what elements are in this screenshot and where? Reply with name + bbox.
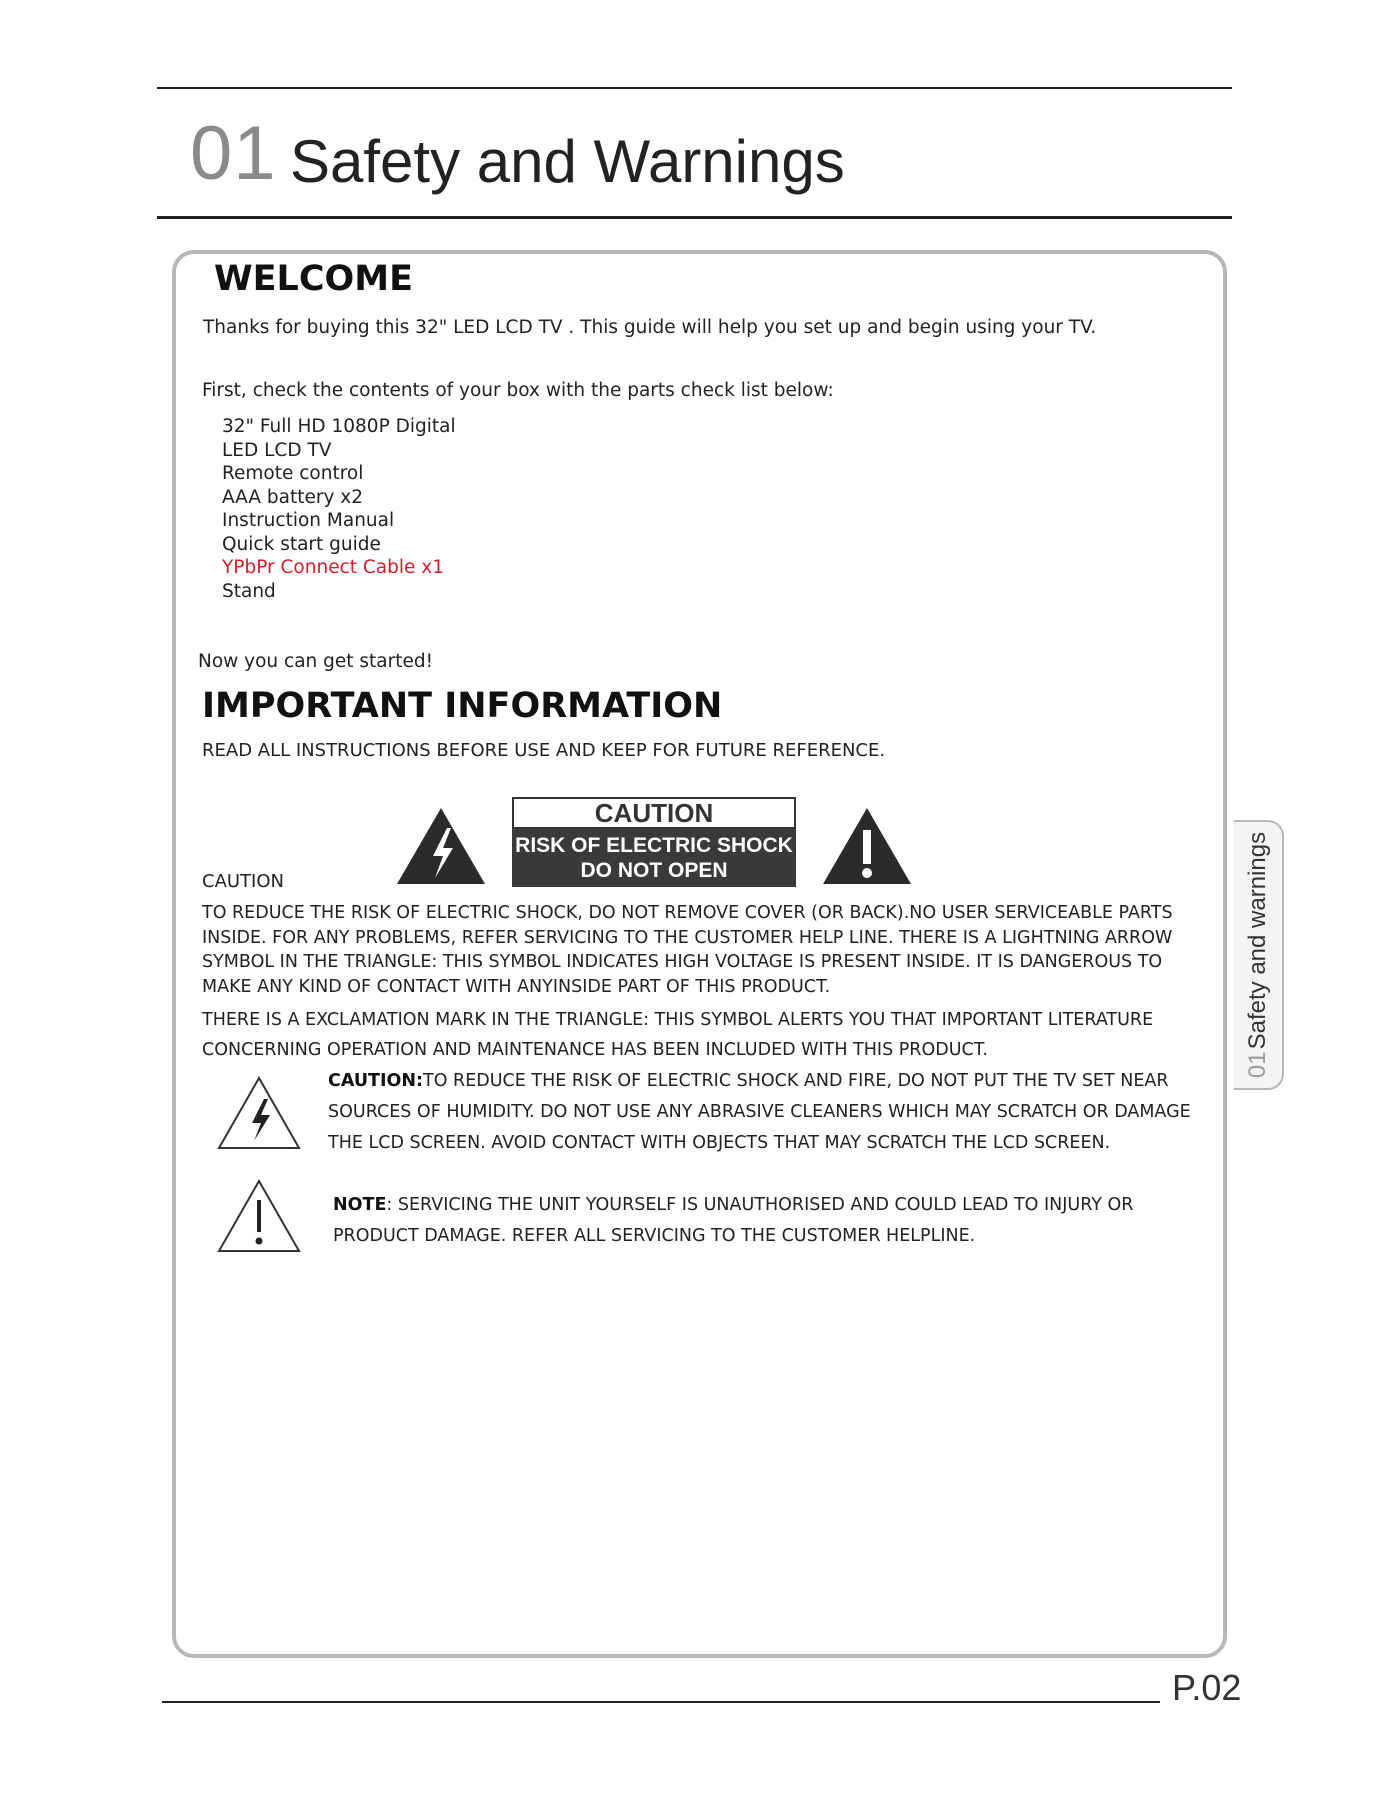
bottom-rule bbox=[162, 1701, 1160, 1703]
welcome-heading: WELCOME bbox=[214, 259, 413, 299]
list-item: 32" Full HD 1080P Digital bbox=[222, 416, 456, 437]
caution-prefix: CAUTION: bbox=[328, 1071, 424, 1091]
get-started-text: Now you can get started! bbox=[198, 651, 434, 672]
note-prefix: NOTE bbox=[333, 1195, 387, 1215]
caution-sign bbox=[512, 797, 796, 887]
caution-sign-line-2: DO NOT OPEN bbox=[580, 859, 728, 882]
list-item: Quick start guide bbox=[222, 533, 381, 555]
note-paragraph bbox=[333, 1190, 1213, 1252]
list-item: Stand bbox=[222, 580, 276, 602]
page-title: Safety and Warnings bbox=[290, 128, 845, 195]
welcome-intro: Thanks for buying this 32" LED LCD TV . This guide will help you set up and begin using your TV. bbox=[203, 317, 1097, 338]
exclamation-warning-icon bbox=[821, 806, 913, 886]
list-item-highlighted: YPbPr Connect Cable x1 bbox=[222, 557, 445, 578]
title-rule bbox=[157, 216, 1232, 219]
caution-label: CAUTION bbox=[202, 871, 284, 892]
list-item: LED LCD TV bbox=[222, 439, 332, 461]
chapter-number: 01 bbox=[190, 111, 277, 196]
exclamation-outline-icon bbox=[216, 1178, 302, 1254]
lightning-outline-icon bbox=[216, 1075, 302, 1151]
caution-text: TO REDUCE THE RISK OF ELECTRIC SHOCK AND FIRE, DO NOT PUT THE TV SET NEAR SOURCES OF HUMIDITY. DO NOT USE ANY ABRASIVE CLEANERS WHICH MAY SCRATCH OR DAMAGE THE LCD SCREEN. AVOID CONTACT WITH OBJECTS THAT MAY SCRATCH THE LCD SCREEN. bbox=[328, 1071, 1191, 1153]
list-item: Remote control bbox=[222, 463, 364, 484]
list-item: Instruction Manual bbox=[222, 510, 395, 531]
caution-sign-title: CAUTION bbox=[512, 797, 796, 829]
important-heading: IMPORTANT INFORMATION bbox=[202, 686, 723, 726]
parts-list bbox=[222, 415, 456, 603]
list-item: AAA battery x2 bbox=[222, 486, 363, 508]
read-all-notice: READ ALL INSTRUCTIONS BEFORE USE AND KEEP FOR FUTURE REFERENCE. bbox=[202, 740, 886, 761]
caution-paragraph bbox=[328, 1066, 1208, 1159]
shock-warning-paragraph: TO REDUCE THE RISK OF ELECTRIC SHOCK, DO NOT REMOVE COVER (OR BACK).NO USER SERVICEABLE PARTS INSIDE. FOR ANY PROBLEMS, REFER SERVICING TO THE CUSTOMER HELP LINE. THERE IS A LIGHTNING ARROW SYMBOL IN THE TRIANGLE: THIS SYMBOL INDICATES HIGH VOLTAGE IS PRESENT INSIDE. IT IS DANGEROUS TO MAKE ANY KIND OF CONTACT WITH ANYINSIDE PART OF THIS PRODUCT. bbox=[202, 903, 1173, 997]
lightning-warning-icon bbox=[395, 806, 487, 886]
note-text: : SERVICING THE UNIT YOURSELF IS UNAUTHORISED AND COULD LEAD TO INJURY OR PRODUCT DAMAGE. REFER ALL SERVICING TO THE CUSTOMER HELPLINE. bbox=[333, 1195, 1134, 1246]
side-tab-number: 01 bbox=[1244, 1051, 1271, 1079]
caution-sign-body bbox=[512, 829, 796, 887]
top-rule bbox=[157, 87, 1232, 89]
side-tab-text: Safety and warnings bbox=[1244, 831, 1271, 1050]
exclamation-paragraph: THERE IS A EXCLAMATION MARK IN THE TRIANGLE: THIS SYMBOL ALERTS YOU THAT IMPORTANT LITERATURE CONCERNING OPERATION AND MAINTENANCE HAS BEEN INCLUDED WITH THIS PRODUCT. bbox=[202, 1010, 1154, 1060]
caution-sign-line-1: RISK OF ELECTRIC SHOCK bbox=[515, 834, 793, 857]
check-list-intro: First, check the contents of your box with the parts check list below: bbox=[202, 380, 834, 401]
side-tab-label bbox=[1244, 832, 1272, 1078]
page-number: P.02 bbox=[1172, 1667, 1242, 1708]
